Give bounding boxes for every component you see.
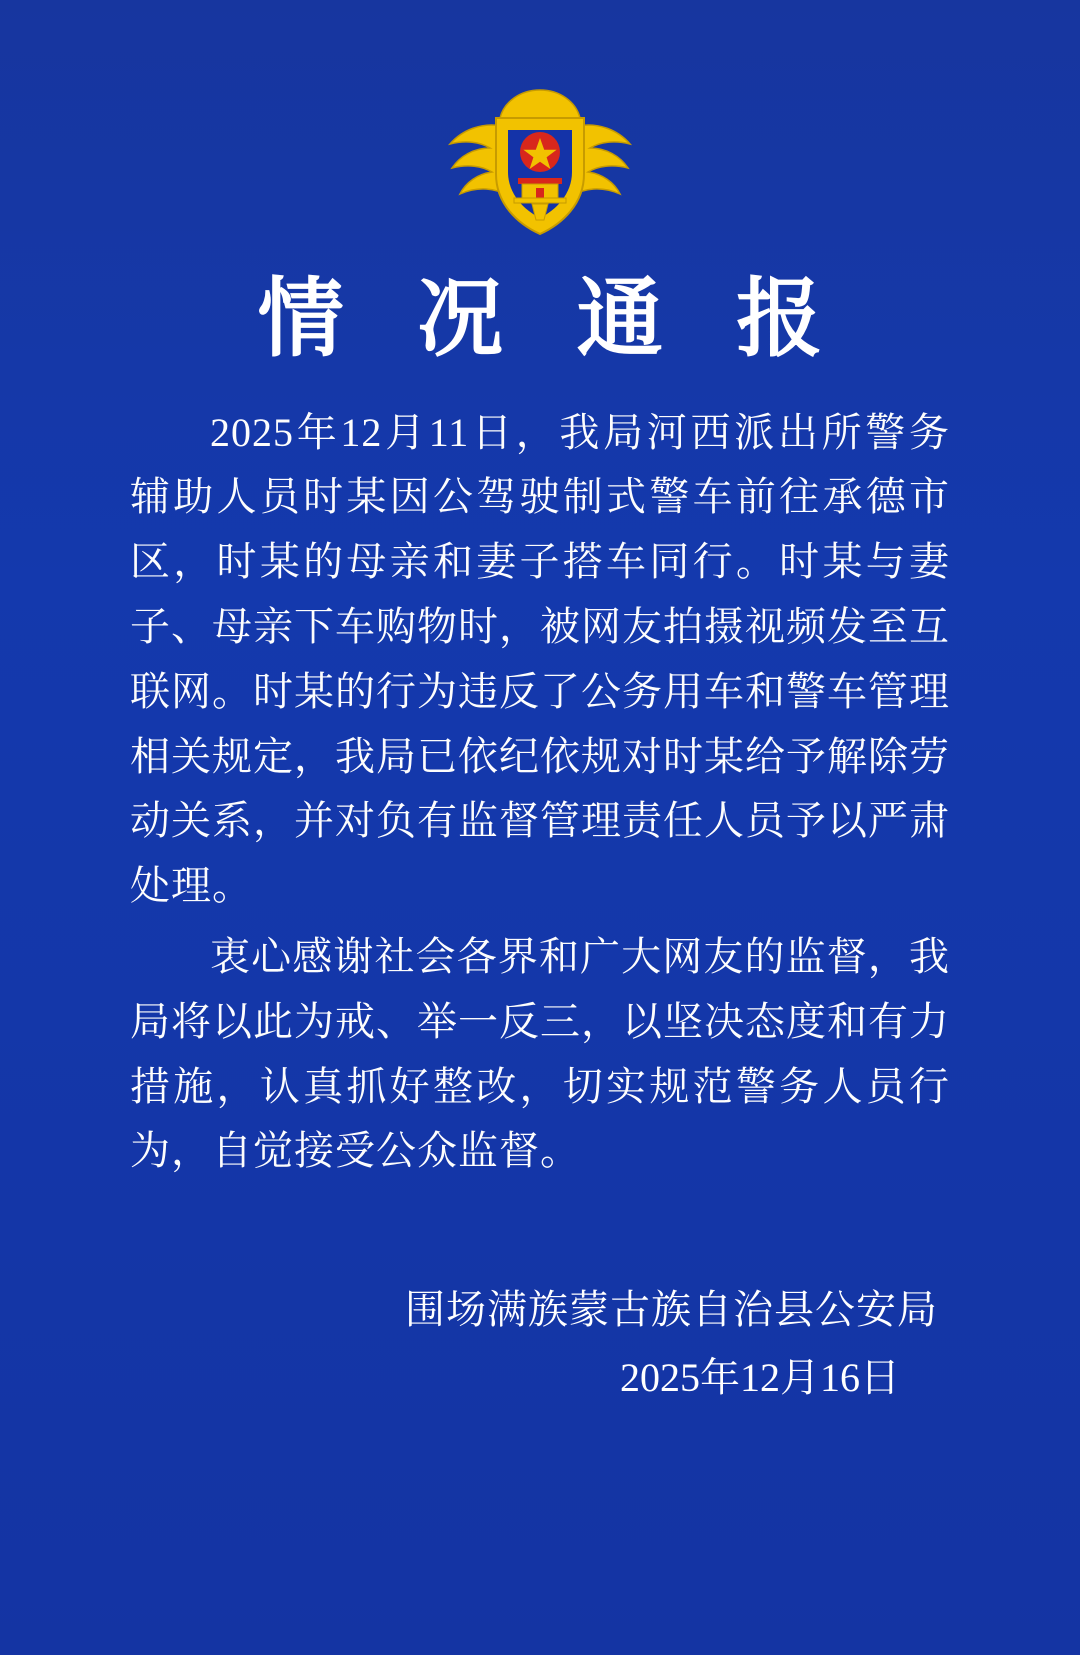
issue-date: 2025年12月16日 bbox=[620, 1355, 900, 1401]
issuing-organization: 围场满族蒙古族自治县公安局 bbox=[405, 1287, 938, 1333]
emblem-container bbox=[120, 0, 960, 246]
signature-block bbox=[120, 1280, 960, 1408]
page-title: 情 况 通 报 bbox=[257, 271, 849, 367]
notice-body bbox=[120, 401, 960, 1185]
paragraph-2: 衷心感谢社会各界和广大网友的监督，我局将以此为戒、举一反三，以坚决态度和有力措施，认真抓好整改，切实规范警务人员行为，自觉接受公众监督。 bbox=[130, 933, 950, 1174]
china-police-badge-icon bbox=[440, 78, 640, 246]
paragraph-1: 2025年12月11日，我局河西派出所警务辅助人员时某因公驾驶制式警车前往承德市区，时某的母亲和妻子搭车同行。时某与妻子、母亲下车购物时，被网友拍摄视频发至互联网。时某的行为违反了公务用车和警车管理相关规定，我局已依纪依规对时某给予解除劳动关系，并对负有监督管理责任人员予以严肃处理。 bbox=[130, 409, 950, 909]
